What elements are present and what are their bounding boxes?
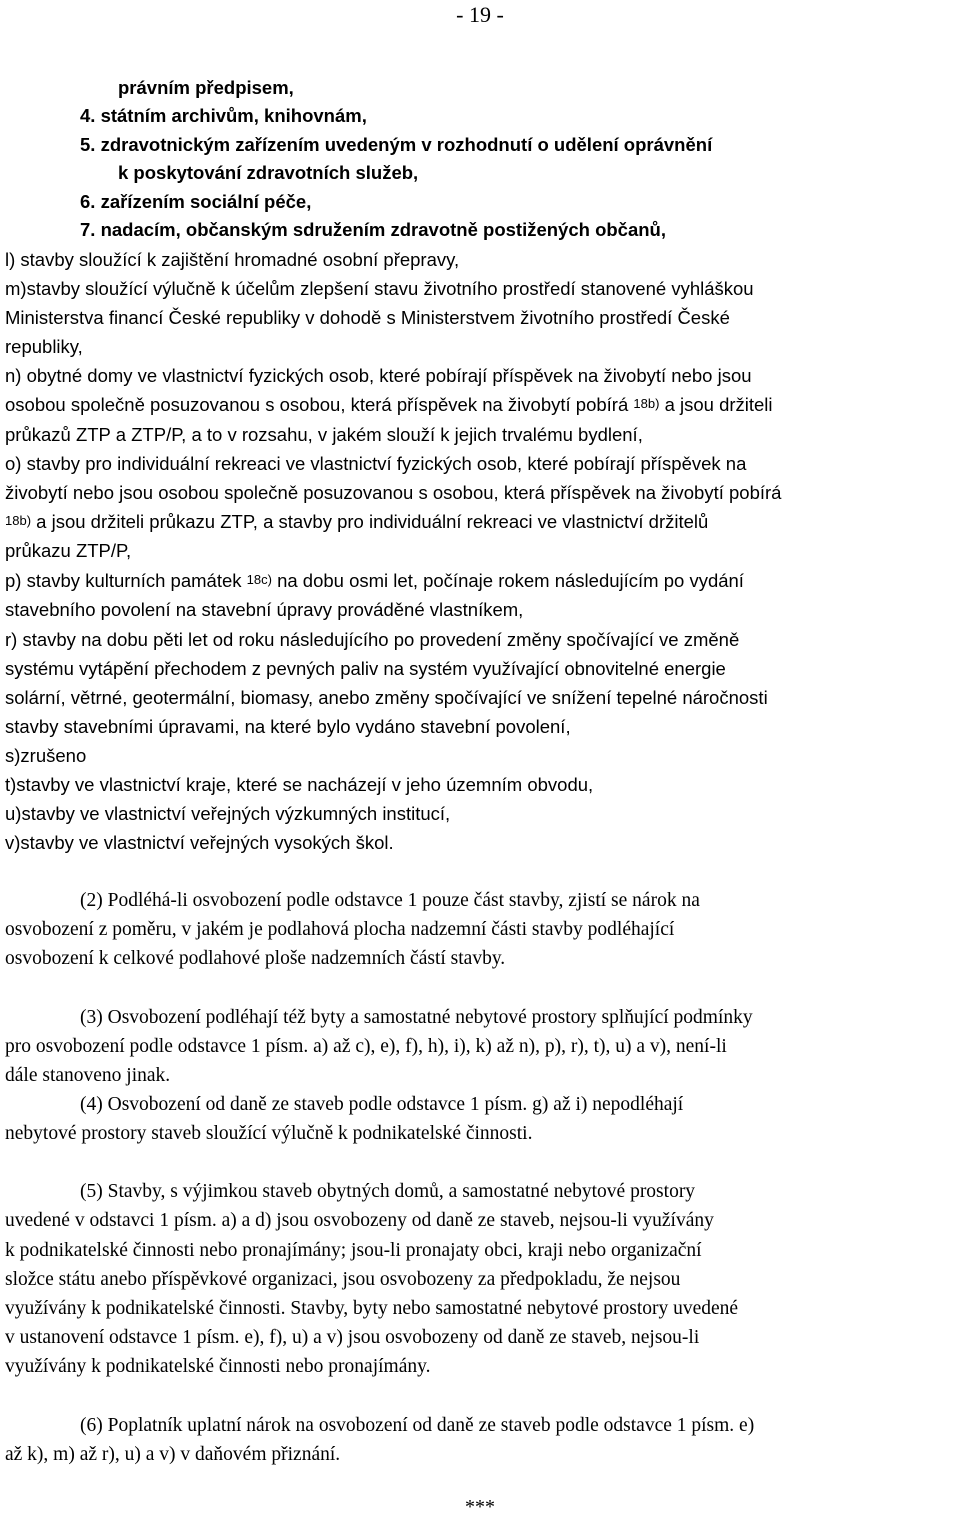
paragraph-2-line: osvobození k celkové podlahové ploše nadzemních částí stavby. [5, 948, 506, 969]
text-line: stavebního povolení na stavební úpravy prováděné vlastníkem, [5, 599, 524, 620]
text-fragment: a jsou držiteli průkazu ZTP, a stavby pro individuální rekreaci ve vlastnictví držitelů [36, 511, 709, 532]
text-line: l) stavby sloužící k zajištění hromadné osobní přepravy, [5, 249, 460, 270]
list-item: 5. zdravotnickým zařízením uvedeným v rozhodnutí o udělení oprávnění [80, 134, 713, 155]
list-item: 6. zařízením sociální péče, [80, 191, 312, 212]
page-number: - 19 - [456, 2, 504, 27]
text-line: u)stavby ve vlastnictví veřejných výzkumných institucí, [5, 803, 451, 824]
section-separator: *** [465, 1496, 495, 1518]
text-line [5, 569, 744, 595]
text-line: průkazů ZTP a ZTP/P, a to v rozsahu, v jakém slouží k jejich trvalému bydlení, [5, 424, 643, 445]
text-line: m)stavby sloužící výlučně k účelům zlepšení stavu životního prostředí stanovené vyhláškou [5, 278, 754, 299]
text-line: o) stavby pro individuální rekreaci ve vlastnictví fyzických osob, které pobírají příspěvek na [5, 453, 747, 474]
paragraph-3-line: dále stanoveno jinak. [5, 1065, 171, 1086]
paragraph-6-line: až k), m) až r), u) a v) v daňovém přiznání. [5, 1444, 341, 1465]
text-line: republiky, [5, 336, 83, 357]
paragraph-5-line: uvedené v odstavci 1 písm. a) a d) jsou osvobozeny od daně ze staveb, nejsou-li využívány [5, 1210, 714, 1231]
footnote-ref: 18c) [246, 572, 272, 587]
text-fragment: osobou společně posuzovanou s osobou, která příspěvek na živobytí pobírá [5, 394, 629, 415]
text-line: živobytí nebo jsou osobou společně posuzovanou s osobou, která příspěvek na živobytí pobírá [5, 482, 782, 503]
footnote-ref: 18b) [633, 396, 660, 411]
paragraph-5-line: využívány k podnikatelské činnosti. Stavby, byty nebo samostatné nebytové prostory uvedené [5, 1298, 739, 1319]
text-line: stavby stavebními úpravami, na které bylo vydáno stavební povolení, [5, 716, 571, 737]
paragraph-5-line: v ustanovení odstavce 1 písm. e), f), u) a v) jsou osvobozeny od daně ze staveb, nejsou-li [5, 1327, 700, 1348]
text-line: r) stavby na dobu pěti let od roku následujícího po provedení změny spočívající ve změně [5, 629, 740, 650]
paragraph-5-line: k podnikatelské činnosti nebo pronajímány; jsou-li pronajaty obci, kraji nebo organizační [5, 1240, 702, 1261]
text-line: právním předpisem, [118, 77, 294, 98]
paragraph-6-line: (6) Poplatník uplatní nárok na osvobození od daně ze staveb podle odstavce 1 písm. e) [80, 1415, 755, 1436]
text-fragment: p) stavby kulturních památek [5, 570, 242, 591]
text-line: solární, větrné, geotermální, biomasy, anebo změny spočívající ve snížení tepelné náročnosti [5, 687, 768, 708]
paragraph-3-line: pro osvobození podle odstavce 1 písm. a) až c), e), f), h), i), k) až n), p), r), t), u) a v), není-li [5, 1036, 727, 1057]
paragraph-2-line: (2) Podléhá-li osvobození podle odstavce 1 pouze část stavby, zjistí se nárok na [80, 890, 700, 911]
paragraph-4-line: (4) Osvobození od daně ze staveb podle odstavce 1 písm. g) až i) nepodléhají [80, 1094, 684, 1115]
text-line: průkazu ZTP/P, [5, 540, 132, 561]
text-fragment: a jsou držiteli [664, 394, 773, 415]
paragraph-5-line: složce státu anebo příspěvkové organizaci, jsou osvobozeny za předpokladu, že nejsou [5, 1269, 681, 1290]
paragraph-3-line: (3) Osvobození podléhají též byty a samostatné nebytové prostory splňující podmínky [80, 1007, 753, 1028]
text-line [5, 510, 708, 536]
text-line: v)stavby ve vlastnictví veřejných vysokých škol. [5, 832, 394, 853]
text-line: s)zrušeno [5, 745, 87, 766]
text-line: t)stavby ve vlastnictví kraje, které se nacházejí v jeho územním obvodu, [5, 774, 594, 795]
text-line: systému vytápění přechodem z pevných paliv na systém využívající obnovitelné energie [5, 658, 726, 679]
list-item: 7. nadacím, občanským sdružením zdravotně postižených občanů, [80, 219, 666, 240]
paragraph-5-line: (5) Stavby, s výjimkou staveb obytných domů, a samostatné nebytové prostory [80, 1181, 696, 1202]
text-line: Ministerstva financí České republiky v dohodě s Ministerstvem životního prostředí České [5, 307, 730, 328]
text-line: k poskytování zdravotních služeb, [118, 162, 419, 183]
text-fragment: na dobu osmi let, počínaje rokem následujícím po vydání [277, 570, 744, 591]
list-item: 4. státním archivům, knihovnám, [80, 105, 367, 126]
paragraph-2-line: osvobození z poměru, v jakém je podlahová plocha nadzemní části stavby podléhající [5, 919, 675, 940]
paragraph-5-line: využívány k podnikatelské činnosti nebo pronajímány. [5, 1356, 431, 1377]
footnote-ref: 18b) [5, 513, 32, 528]
text-line [5, 393, 773, 419]
paragraph-4-line: nebytové prostory staveb sloužící výlučně k podnikatelské činnosti. [5, 1123, 533, 1144]
text-line: n) obytné domy ve vlastnictví fyzických osob, které pobírají příspěvek na živobytí nebo jsou [5, 365, 752, 386]
